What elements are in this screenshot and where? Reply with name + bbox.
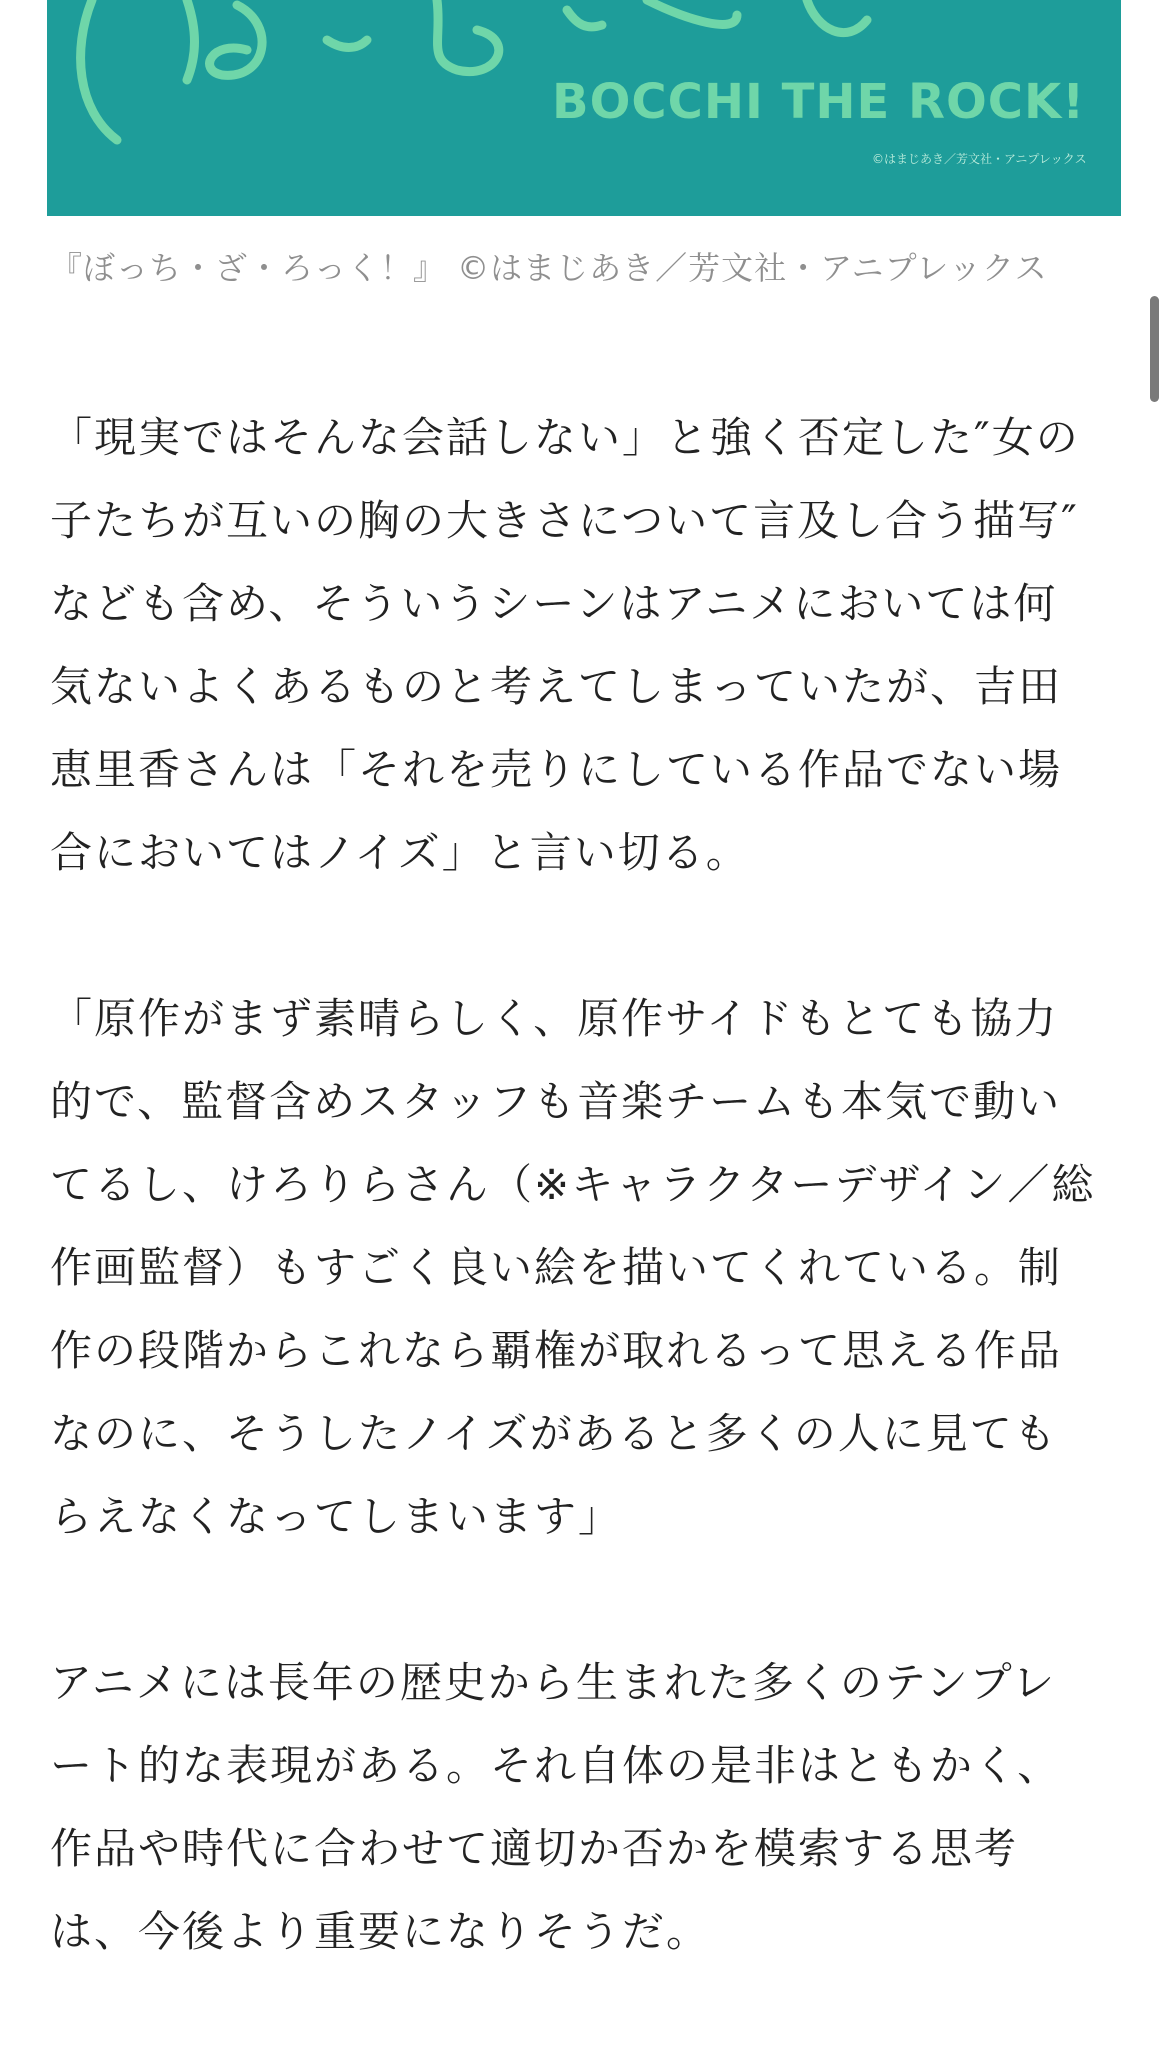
scrollbar-thumb[interactable] xyxy=(1150,296,1159,402)
paragraph-line: 気ないよくあるものと考えてしまっていたが、吉田 xyxy=(50,662,1063,711)
paragraph-line: 作品や時代に合わせて適切か否かを模索する思考 xyxy=(50,1824,1019,1873)
paragraph-line: 的で、監督含めスタッフも音楽チームも本気で動い xyxy=(50,1077,1062,1126)
article-paragraph xyxy=(50,396,1120,894)
paragraph-line: ート的な表現がある。それ自体の是非はともかく、 xyxy=(50,1741,1062,1790)
paragraph-line: 子たちが互いの胸の大きさについて言及し合う描写″ xyxy=(50,496,1079,545)
article-paragraph xyxy=(50,977,1120,1558)
article-body xyxy=(50,396,1120,2056)
paragraph-line: なのに、そうしたノイズがあると多くの人に見ても xyxy=(50,1409,1058,1458)
paragraph-line: 「現実ではそんな会話しない」と強く否定した″女の xyxy=(50,413,1080,462)
paragraph-line: 合においてはノイズ」と言い切る。 xyxy=(50,828,750,877)
paragraph-line: てるし、けろりらさん（※キャラクターデザイン／総 xyxy=(50,1160,1096,1209)
paragraph-line: 恵里香さんは「それを売りにしている作品でない場 xyxy=(50,745,1063,794)
paragraph-line: アニメには長年の歴史から生まれた多くのテンプレ xyxy=(50,1658,1057,1707)
paragraph-line: は、今後より重要になりそうだ。 xyxy=(50,1907,711,1956)
paragraph-line: らえなくなってしまいます」 xyxy=(50,1492,623,1541)
paragraph-line: なども含め、そういうシーンはアニメにおいては何 xyxy=(50,579,1058,628)
hero-title-en: BOCCHI THE ROCK! xyxy=(552,74,1086,130)
image-caption: 『ぼっち・ざ・ろっく！』 ©はまじあき／芳文社・アニプレックス xyxy=(50,249,1048,287)
hero-credit: ©はまじあき／芳文社・アニプレックス xyxy=(872,152,1087,166)
hero-artwork xyxy=(47,0,1121,216)
paragraph-line: 「原作がまず素晴らしく、原作サイドもとても協力 xyxy=(50,994,1059,1043)
paragraph-line: 作の段階からこれなら覇権が取れるって思える作品 xyxy=(50,1326,1063,1375)
paragraph-line: 作画監督）もすごく良い絵を描いてくれている。制 xyxy=(50,1243,1063,1292)
hero-image xyxy=(47,0,1121,216)
article-paragraph xyxy=(50,1641,1120,1973)
